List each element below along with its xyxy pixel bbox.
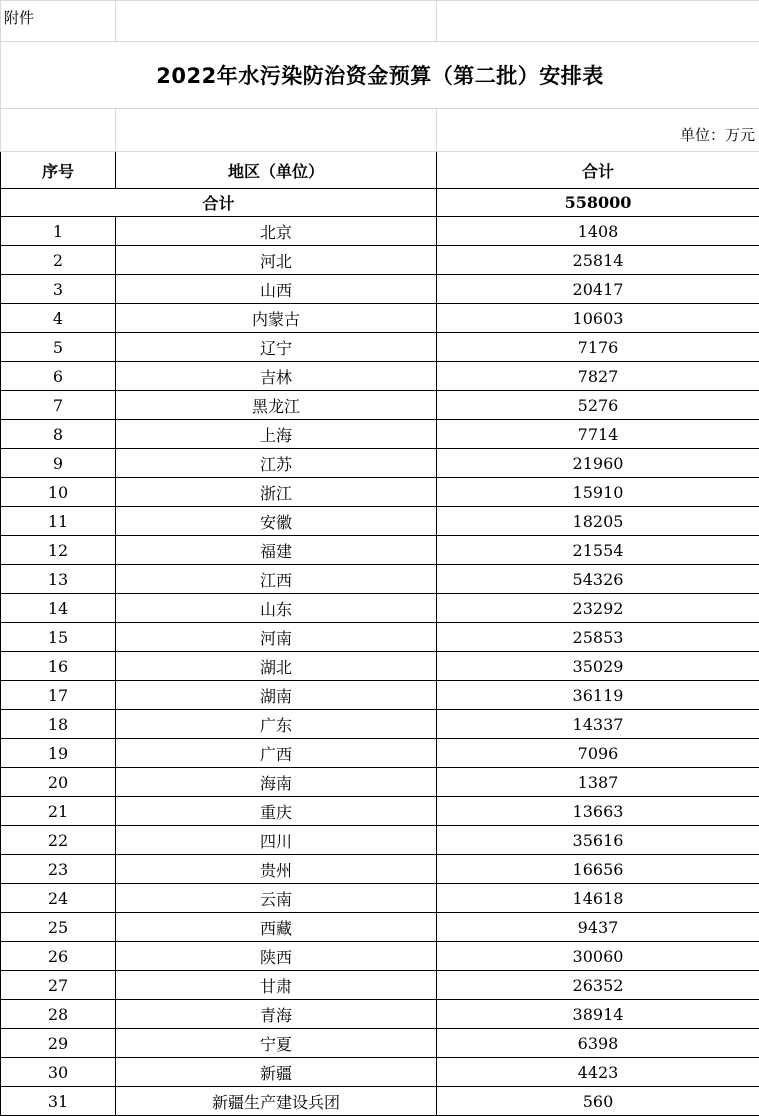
table-row bbox=[1, 768, 759, 797]
row-index: 13 bbox=[1, 565, 116, 594]
row-amount: 38914 bbox=[437, 1000, 759, 1029]
row-region: 甘肃 bbox=[116, 971, 437, 1000]
title-row bbox=[1, 42, 759, 109]
row-index: 4 bbox=[1, 304, 116, 333]
row-region: 山西 bbox=[116, 275, 437, 304]
row-amount: 18205 bbox=[437, 507, 759, 536]
attachment-row bbox=[1, 1, 759, 42]
table-row bbox=[1, 1087, 759, 1116]
row-region: 西藏 bbox=[116, 913, 437, 942]
row-index: 21 bbox=[1, 797, 116, 826]
row-amount: 15910 bbox=[437, 478, 759, 507]
row-amount: 4423 bbox=[437, 1058, 759, 1087]
row-region: 山东 bbox=[116, 594, 437, 623]
table-row bbox=[1, 333, 759, 362]
row-amount: 25853 bbox=[437, 623, 759, 652]
table-row bbox=[1, 710, 759, 739]
row-amount: 10603 bbox=[437, 304, 759, 333]
table-row bbox=[1, 971, 759, 1000]
header-total: 合计 bbox=[437, 152, 759, 189]
row-index: 12 bbox=[1, 536, 116, 565]
row-amount: 7176 bbox=[437, 333, 759, 362]
table-title: 2022年水污染防治资金预算（第二批）安排表 bbox=[1, 42, 759, 109]
row-region: 河北 bbox=[116, 246, 437, 275]
row-region: 青海 bbox=[116, 1000, 437, 1029]
row-index: 14 bbox=[1, 594, 116, 623]
row-amount: 9437 bbox=[437, 913, 759, 942]
table-row bbox=[1, 536, 759, 565]
row-region: 河南 bbox=[116, 623, 437, 652]
row-index: 18 bbox=[1, 710, 116, 739]
row-region: 宁夏 bbox=[116, 1029, 437, 1058]
row-amount: 14337 bbox=[437, 710, 759, 739]
row-amount: 23292 bbox=[437, 594, 759, 623]
total-label: 合计 bbox=[1, 189, 437, 217]
row-region: 四川 bbox=[116, 826, 437, 855]
table-row bbox=[1, 681, 759, 710]
row-region: 黑龙江 bbox=[116, 391, 437, 420]
row-region: 浙江 bbox=[116, 478, 437, 507]
row-amount: 13663 bbox=[437, 797, 759, 826]
row-amount: 26352 bbox=[437, 971, 759, 1000]
row-region: 江苏 bbox=[116, 449, 437, 478]
row-index: 9 bbox=[1, 449, 116, 478]
row-index: 24 bbox=[1, 884, 116, 913]
row-region: 内蒙古 bbox=[116, 304, 437, 333]
row-amount: 35616 bbox=[437, 826, 759, 855]
row-index: 16 bbox=[1, 652, 116, 681]
row-region: 陕西 bbox=[116, 942, 437, 971]
row-region: 湖北 bbox=[116, 652, 437, 681]
row-amount: 16656 bbox=[437, 855, 759, 884]
row-region: 安徽 bbox=[116, 507, 437, 536]
row-amount: 7096 bbox=[437, 739, 759, 768]
row-amount: 1408 bbox=[437, 217, 759, 246]
row-index: 27 bbox=[1, 971, 116, 1000]
row-index: 22 bbox=[1, 826, 116, 855]
table-row bbox=[1, 565, 759, 594]
table-row bbox=[1, 217, 759, 246]
row-region: 吉林 bbox=[116, 362, 437, 391]
row-index: 7 bbox=[1, 391, 116, 420]
table-row bbox=[1, 797, 759, 826]
attachment-label: 附件 bbox=[1, 1, 116, 42]
row-amount: 6398 bbox=[437, 1029, 759, 1058]
unit-label: 单位：万元 bbox=[437, 109, 759, 152]
row-amount: 20417 bbox=[437, 275, 759, 304]
row-amount: 7827 bbox=[437, 362, 759, 391]
table-row bbox=[1, 246, 759, 275]
row-index: 23 bbox=[1, 855, 116, 884]
header-index: 序号 bbox=[1, 152, 116, 189]
row-amount: 54326 bbox=[437, 565, 759, 594]
table-row bbox=[1, 652, 759, 681]
row-index: 28 bbox=[1, 1000, 116, 1029]
row-region: 江西 bbox=[116, 565, 437, 594]
row-amount: 14618 bbox=[437, 884, 759, 913]
table-row bbox=[1, 420, 759, 449]
row-amount: 36119 bbox=[437, 681, 759, 710]
total-row bbox=[1, 189, 759, 217]
table-row bbox=[1, 594, 759, 623]
row-index: 5 bbox=[1, 333, 116, 362]
row-region: 云南 bbox=[116, 884, 437, 913]
row-index: 17 bbox=[1, 681, 116, 710]
row-region: 北京 bbox=[116, 217, 437, 246]
header-region: 地区（单位） bbox=[116, 152, 437, 189]
table-row bbox=[1, 884, 759, 913]
table-row bbox=[1, 623, 759, 652]
row-region: 广西 bbox=[116, 739, 437, 768]
row-index: 6 bbox=[1, 362, 116, 391]
row-index: 2 bbox=[1, 246, 116, 275]
table-row bbox=[1, 826, 759, 855]
unit-row bbox=[1, 109, 759, 152]
row-region: 湖南 bbox=[116, 681, 437, 710]
row-amount: 35029 bbox=[437, 652, 759, 681]
row-index: 29 bbox=[1, 1029, 116, 1058]
row-index: 10 bbox=[1, 478, 116, 507]
row-index: 3 bbox=[1, 275, 116, 304]
row-region: 广东 bbox=[116, 710, 437, 739]
row-region: 新疆 bbox=[116, 1058, 437, 1087]
row-amount: 5276 bbox=[437, 391, 759, 420]
row-amount: 21554 bbox=[437, 536, 759, 565]
row-index: 11 bbox=[1, 507, 116, 536]
row-region: 贵州 bbox=[116, 855, 437, 884]
row-region: 新疆生产建设兵团 bbox=[116, 1087, 437, 1116]
row-amount: 30060 bbox=[437, 942, 759, 971]
header-row bbox=[1, 152, 759, 189]
table-row bbox=[1, 1000, 759, 1029]
row-index: 26 bbox=[1, 942, 116, 971]
row-index: 1 bbox=[1, 217, 116, 246]
table-row bbox=[1, 1029, 759, 1058]
table-row bbox=[1, 449, 759, 478]
table-row bbox=[1, 362, 759, 391]
row-region: 福建 bbox=[116, 536, 437, 565]
row-index: 19 bbox=[1, 739, 116, 768]
row-index: 31 bbox=[1, 1087, 116, 1116]
row-region: 海南 bbox=[116, 768, 437, 797]
table-row bbox=[1, 478, 759, 507]
table-row bbox=[1, 855, 759, 884]
row-amount: 1387 bbox=[437, 768, 759, 797]
row-region: 重庆 bbox=[116, 797, 437, 826]
table-row bbox=[1, 739, 759, 768]
table-row bbox=[1, 304, 759, 333]
row-index: 30 bbox=[1, 1058, 116, 1087]
table-row bbox=[1, 275, 759, 304]
row-amount: 7714 bbox=[437, 420, 759, 449]
table-row bbox=[1, 391, 759, 420]
table-row bbox=[1, 1058, 759, 1087]
table-row bbox=[1, 507, 759, 536]
table-row bbox=[1, 913, 759, 942]
row-region: 上海 bbox=[116, 420, 437, 449]
row-index: 15 bbox=[1, 623, 116, 652]
row-index: 25 bbox=[1, 913, 116, 942]
total-value: 558000 bbox=[437, 189, 759, 217]
row-amount: 560 bbox=[437, 1087, 759, 1116]
row-index: 8 bbox=[1, 420, 116, 449]
row-amount: 21960 bbox=[437, 449, 759, 478]
row-index: 20 bbox=[1, 768, 116, 797]
row-region: 辽宁 bbox=[116, 333, 437, 362]
table-row bbox=[1, 942, 759, 971]
row-amount: 25814 bbox=[437, 246, 759, 275]
